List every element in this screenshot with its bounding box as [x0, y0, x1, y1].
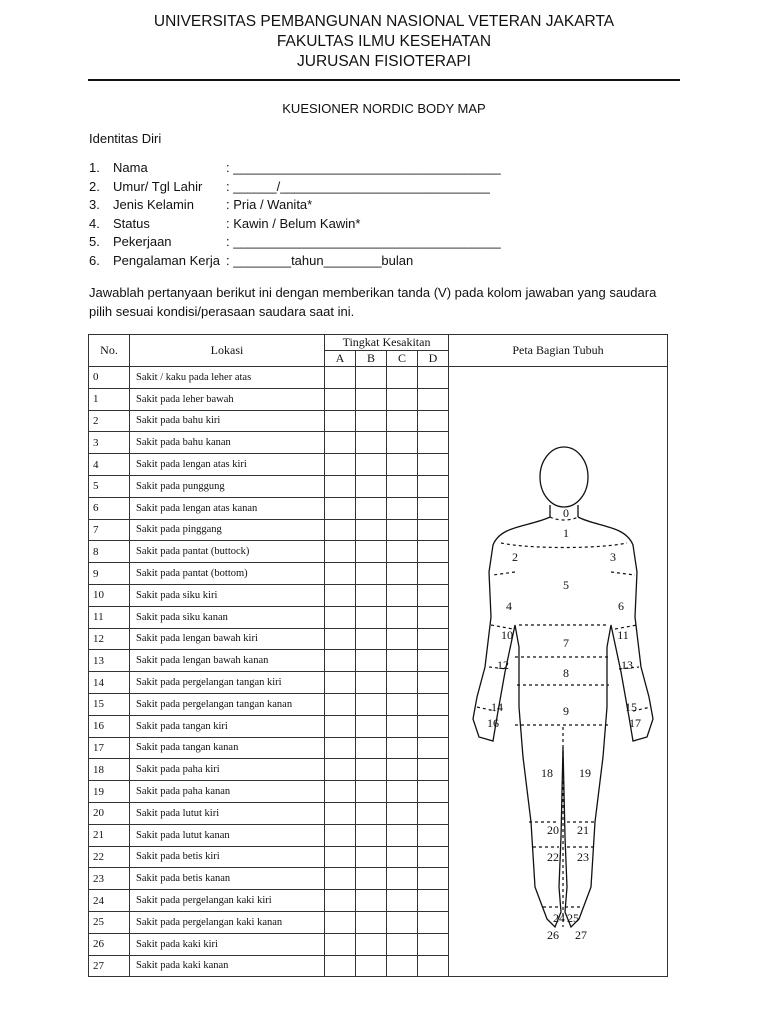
row-number: 15 — [89, 693, 130, 715]
row-location: Sakit pada lengan atas kanan — [130, 497, 325, 519]
answer-cell-d[interactable] — [418, 868, 449, 890]
answer-cell-b[interactable] — [356, 955, 387, 977]
answer-cell-d[interactable] — [418, 563, 449, 585]
row-location: Sakit pada paha kiri — [130, 759, 325, 781]
answer-cell-d[interactable] — [418, 846, 449, 868]
answer-cell-c[interactable] — [387, 388, 418, 410]
answer-cell-b[interactable] — [356, 584, 387, 606]
row-number: 18 — [89, 759, 130, 781]
answer-cell-d[interactable] — [418, 519, 449, 541]
column-header-level-c: C — [387, 351, 418, 367]
answer-cell-d[interactable] — [418, 606, 449, 628]
row-location: Sakit pada pergelangan tangan kiri — [130, 672, 325, 694]
answer-cell-c[interactable] — [387, 890, 418, 912]
item-number: 5. — [89, 234, 100, 249]
answer-cell-d[interactable] — [418, 802, 449, 824]
answer-cell-c[interactable] — [387, 628, 418, 650]
answer-cell-a[interactable] — [325, 628, 356, 650]
answer-cell-b[interactable] — [356, 388, 387, 410]
body-region-label: 18 — [541, 766, 554, 780]
answer-cell-c[interactable] — [387, 824, 418, 846]
answer-cell-d[interactable] — [418, 454, 449, 476]
row-location: Sakit pada lengan atas kiri — [130, 454, 325, 476]
column-header-body-map: Peta Bagian Tubuh — [449, 335, 668, 367]
answer-cell-b[interactable] — [356, 802, 387, 824]
row-number: 5 — [89, 475, 130, 497]
answer-cell-a[interactable] — [325, 933, 356, 955]
answer-cell-a[interactable] — [325, 563, 356, 585]
faculty-name: FAKULTAS ILMU KESEHATAN — [276, 33, 492, 50]
answer-cell-a[interactable] — [325, 388, 356, 410]
row-number: 3 — [89, 432, 130, 454]
answer-cell-c[interactable] — [387, 868, 418, 890]
row-number: 2 — [89, 410, 130, 432]
row-number: 26 — [89, 933, 130, 955]
column-header-no: No. — [89, 335, 130, 367]
answer-cell-d[interactable] — [418, 410, 449, 432]
body-region-label: 6 — [618, 599, 625, 613]
answer-cell-a[interactable] — [325, 650, 356, 672]
row-number: 12 — [89, 628, 130, 650]
nordic-body-map-table — [88, 334, 668, 977]
region-boundary — [501, 543, 627, 548]
column-header-level-d: D — [418, 351, 449, 367]
answer-cell-a[interactable] — [325, 781, 356, 803]
row-location: Sakit pada lengan bawah kanan — [130, 650, 325, 672]
answer-cell-c[interactable] — [387, 541, 418, 563]
answer-cell-a[interactable] — [325, 715, 356, 737]
item-label: Status — [113, 215, 150, 231]
item-value: : _____________________________________ — [226, 234, 501, 249]
answer-cell-c[interactable] — [387, 846, 418, 868]
item-number: 6. — [89, 252, 100, 268]
row-location: Sakit pada siku kiri — [130, 584, 325, 606]
answer-cell-b[interactable] — [356, 650, 387, 672]
answer-cell-b[interactable] — [356, 410, 387, 432]
body-map-figure — [449, 367, 667, 987]
item-label: Pekerjaan — [113, 234, 172, 249]
row-location: Sakit pada pergelangan tangan kanan — [130, 693, 325, 715]
answer-cell-a[interactable] — [325, 410, 356, 432]
answer-cell-b[interactable] — [356, 846, 387, 868]
answer-cell-a[interactable] — [325, 584, 356, 606]
row-location: Sakit pada pantat (bottom) — [130, 563, 325, 585]
answer-cell-a[interactable] — [325, 802, 356, 824]
answer-cell-b[interactable] — [356, 933, 387, 955]
answer-cell-b[interactable] — [356, 541, 387, 563]
row-location: Sakit pada betis kanan — [130, 868, 325, 890]
answer-cell-d[interactable] — [418, 737, 449, 759]
column-header-pain-level: Tingkat Kesakitan — [325, 335, 449, 351]
answer-cell-d[interactable] — [418, 911, 449, 933]
item-number: 4. — [89, 215, 100, 231]
body-region-label: 15 — [625, 700, 638, 714]
row-number: 23 — [89, 868, 130, 890]
row-location: Sakit pada lutut kanan — [130, 824, 325, 846]
item-value: : _____________________________________ — [226, 160, 501, 175]
answer-cell-c[interactable] — [387, 715, 418, 737]
body-region-label: 23 — [577, 850, 590, 864]
row-number: 20 — [89, 802, 130, 824]
row-location: Sakit pada pinggang — [130, 519, 325, 541]
answer-cell-a[interactable] — [325, 890, 356, 912]
row-number: 0 — [89, 367, 130, 389]
answer-cell-b[interactable] — [356, 672, 387, 694]
answer-cell-a[interactable] — [325, 475, 356, 497]
body-region-label: 21 — [577, 823, 590, 837]
body-region-label: 8 — [563, 666, 570, 680]
answer-cell-b[interactable] — [356, 367, 387, 389]
row-location: Sakit pada tangan kiri — [130, 715, 325, 737]
column-header-level-b: B — [356, 351, 387, 367]
answer-cell-b[interactable] — [356, 890, 387, 912]
region-boundary — [493, 572, 635, 575]
answer-cell-a[interactable] — [325, 868, 356, 890]
row-location: Sakit pada punggung — [130, 475, 325, 497]
item-label: Nama — [113, 160, 148, 175]
answer-cell-d[interactable] — [418, 693, 449, 715]
row-number: 13 — [89, 650, 130, 672]
row-location: Sakit / kaku pada leher atas — [130, 367, 325, 389]
identity-section-title: Identitas Diri — [89, 131, 162, 146]
header-divider — [88, 79, 680, 81]
body-region-label: 17 — [629, 716, 642, 730]
answer-cell-c[interactable] — [387, 410, 418, 432]
body-region-label: 9 — [563, 704, 570, 718]
answer-cell-a[interactable] — [325, 672, 356, 694]
row-number: 21 — [89, 824, 130, 846]
answer-cell-c[interactable] — [387, 584, 418, 606]
answer-cell-a[interactable] — [325, 824, 356, 846]
answer-cell-a[interactable] — [325, 606, 356, 628]
answer-cell-a[interactable] — [325, 432, 356, 454]
answer-cell-a[interactable] — [325, 367, 356, 389]
body-region-label: 10 — [501, 628, 514, 642]
answer-cell-c[interactable] — [387, 606, 418, 628]
body-region-label: 13 — [621, 658, 634, 672]
row-number: 6 — [89, 497, 130, 519]
answer-cell-c[interactable] — [387, 737, 418, 759]
row-location: Sakit pada pergelangan kaki kanan — [130, 911, 325, 933]
document-header — [0, 12, 768, 72]
item-value: : ______/_____________________________ — [226, 178, 490, 194]
row-number: 27 — [89, 955, 130, 977]
answer-cell-c[interactable] — [387, 955, 418, 977]
answer-cell-c[interactable] — [387, 367, 418, 389]
answer-cell-d[interactable] — [418, 628, 449, 650]
row-number: 14 — [89, 672, 130, 694]
row-location: Sakit pada betis kiri — [130, 846, 325, 868]
questionnaire-title: KUESIONER NORDIC BODY MAP — [282, 101, 486, 116]
body-region-label: 26 — [547, 928, 560, 942]
body-region-label: 7 — [563, 636, 570, 650]
item-number: 3. — [89, 197, 100, 212]
answer-cell-b[interactable] — [356, 759, 387, 781]
body-region-label: 2 — [512, 550, 519, 564]
row-location: Sakit pada bahu kiri — [130, 410, 325, 432]
answer-cell-b[interactable] — [356, 824, 387, 846]
answer-cell-d[interactable] — [418, 388, 449, 410]
answer-cell-b[interactable] — [356, 475, 387, 497]
table-row — [89, 367, 668, 389]
answer-cell-c[interactable] — [387, 911, 418, 933]
row-location: Sakit pada bahu kanan — [130, 432, 325, 454]
answer-cell-d[interactable] — [418, 824, 449, 846]
answer-cell-c[interactable] — [387, 802, 418, 824]
table-body — [89, 367, 668, 977]
answer-cell-d[interactable] — [418, 432, 449, 454]
answer-cell-c[interactable] — [387, 933, 418, 955]
answer-cell-c[interactable] — [387, 497, 418, 519]
body-region-label: 3 — [610, 550, 617, 564]
answer-cell-c[interactable] — [387, 563, 418, 585]
answer-cell-d[interactable] — [418, 933, 449, 955]
answer-cell-d[interactable] — [418, 584, 449, 606]
body-map-cell — [449, 367, 668, 977]
row-location: Sakit pada paha kanan — [130, 781, 325, 803]
body-region-label: 4 — [506, 599, 513, 613]
answer-cell-a[interactable] — [325, 454, 356, 476]
answer-cell-d[interactable] — [418, 759, 449, 781]
answer-cell-b[interactable] — [356, 432, 387, 454]
answer-cell-b[interactable] — [356, 628, 387, 650]
answer-cell-b[interactable] — [356, 693, 387, 715]
body-region-label: 27 — [575, 928, 588, 942]
item-label: Pengalaman Kerja — [113, 252, 220, 268]
column-header-location: Lokasi — [130, 335, 325, 367]
answer-cell-a[interactable] — [325, 519, 356, 541]
row-location: Sakit pada kaki kiri — [130, 933, 325, 955]
row-location: Sakit pada leher bawah — [130, 388, 325, 410]
row-location: Sakit pada lutut kiri — [130, 802, 325, 824]
answer-cell-a[interactable] — [325, 759, 356, 781]
row-number: 7 — [89, 519, 130, 541]
row-number: 10 — [89, 584, 130, 606]
column-header-level-a: A — [325, 351, 356, 367]
answer-cell-a[interactable] — [325, 911, 356, 933]
item-label: Umur/ Tgl Lahir — [113, 178, 203, 194]
row-number: 11 — [89, 606, 130, 628]
answer-cell-a[interactable] — [325, 846, 356, 868]
body-region-label: 0 — [563, 506, 570, 520]
department-name: JURUSAN FISIOTERAPI — [297, 53, 471, 70]
answer-cell-a[interactable] — [325, 693, 356, 715]
row-number: 4 — [89, 454, 130, 476]
row-number: 25 — [89, 911, 130, 933]
answer-cell-c[interactable] — [387, 781, 418, 803]
answer-cell-d[interactable] — [418, 650, 449, 672]
row-number: 17 — [89, 737, 130, 759]
answer-cell-b[interactable] — [356, 781, 387, 803]
answer-cell-b[interactable] — [356, 454, 387, 476]
row-number: 16 — [89, 715, 130, 737]
row-number: 1 — [89, 388, 130, 410]
body-region-label: 19 — [579, 766, 592, 780]
answer-cell-c[interactable] — [387, 454, 418, 476]
answer-cell-b[interactable] — [356, 497, 387, 519]
university-name: UNIVERSITAS PEMBANGUNAN NASIONAL VETERAN JAKARTA — [153, 13, 615, 30]
answer-cell-c[interactable] — [387, 650, 418, 672]
body-region-label: 20 — [547, 823, 560, 837]
body-region-label: 1 — [563, 526, 570, 540]
answer-cell-d[interactable] — [418, 781, 449, 803]
item-number: 2. — [89, 178, 100, 194]
answer-cell-d[interactable] — [418, 672, 449, 694]
answer-cell-c[interactable] — [387, 672, 418, 694]
body-region-label: 25 — [567, 911, 580, 925]
row-location: Sakit pada pantat (buttock) — [130, 541, 325, 563]
body-region-label: 5 — [563, 578, 570, 592]
item-value: : ________tahun________bulan — [226, 252, 414, 268]
answer-cell-b[interactable] — [356, 911, 387, 933]
item-value: : Pria / Wanita* — [226, 197, 313, 212]
answer-cell-d[interactable] — [418, 541, 449, 563]
row-location: Sakit pada kaki kanan — [130, 955, 325, 977]
answer-cell-d[interactable] — [418, 890, 449, 912]
row-number: 8 — [89, 541, 130, 563]
row-number: 24 — [89, 890, 130, 912]
item-label: Jenis Kelamin — [113, 197, 194, 212]
answer-cell-a[interactable] — [325, 955, 356, 977]
body-region-label: 14 — [491, 700, 504, 714]
row-location: Sakit pada siku kanan — [130, 606, 325, 628]
answer-cell-c[interactable] — [387, 432, 418, 454]
answer-cell-a[interactable] — [325, 737, 356, 759]
answer-cell-c[interactable] — [387, 475, 418, 497]
row-location: Sakit pada lengan bawah kiri — [130, 628, 325, 650]
answer-cell-b[interactable] — [356, 606, 387, 628]
answer-cell-b[interactable] — [356, 519, 387, 541]
answer-cell-b[interactable] — [356, 715, 387, 737]
answer-cell-b[interactable] — [356, 563, 387, 585]
row-number: 22 — [89, 846, 130, 868]
answer-cell-c[interactable] — [387, 519, 418, 541]
body-region-label: 11 — [617, 628, 629, 642]
answer-cell-d[interactable] — [418, 367, 449, 389]
body-region-label: 12 — [497, 658, 510, 672]
answer-cell-d[interactable] — [418, 497, 449, 519]
answer-cell-d[interactable] — [418, 955, 449, 977]
head-outline — [540, 447, 588, 507]
item-value: : Kawin / Belum Kawin* — [226, 215, 361, 231]
row-location: Sakit pada pergelangan kaki kiri — [130, 890, 325, 912]
table-header-row — [89, 335, 668, 351]
body-region-label: 22 — [547, 850, 560, 864]
answer-cell-b[interactable] — [356, 868, 387, 890]
item-number: 1. — [89, 160, 100, 175]
answer-cell-a[interactable] — [325, 497, 356, 519]
answer-cell-c[interactable] — [387, 693, 418, 715]
row-number: 19 — [89, 781, 130, 803]
answer-cell-d[interactable] — [418, 475, 449, 497]
answer-cell-d[interactable] — [418, 715, 449, 737]
row-number: 9 — [89, 563, 130, 585]
answer-cell-b[interactable] — [356, 737, 387, 759]
body-region-label: 16 — [487, 716, 500, 730]
answer-cell-c[interactable] — [387, 759, 418, 781]
answer-cell-a[interactable] — [325, 541, 356, 563]
body-region-label: 24 — [553, 911, 566, 925]
row-location: Sakit pada tangan kanan — [130, 737, 325, 759]
instruction-text: Jawablah pertanyaan berikut ini dengan memberikan tanda (V) pada kolom jawaban yang saudara pilih sesuai kondisi/perasaan saudara saat ini. — [89, 285, 657, 319]
